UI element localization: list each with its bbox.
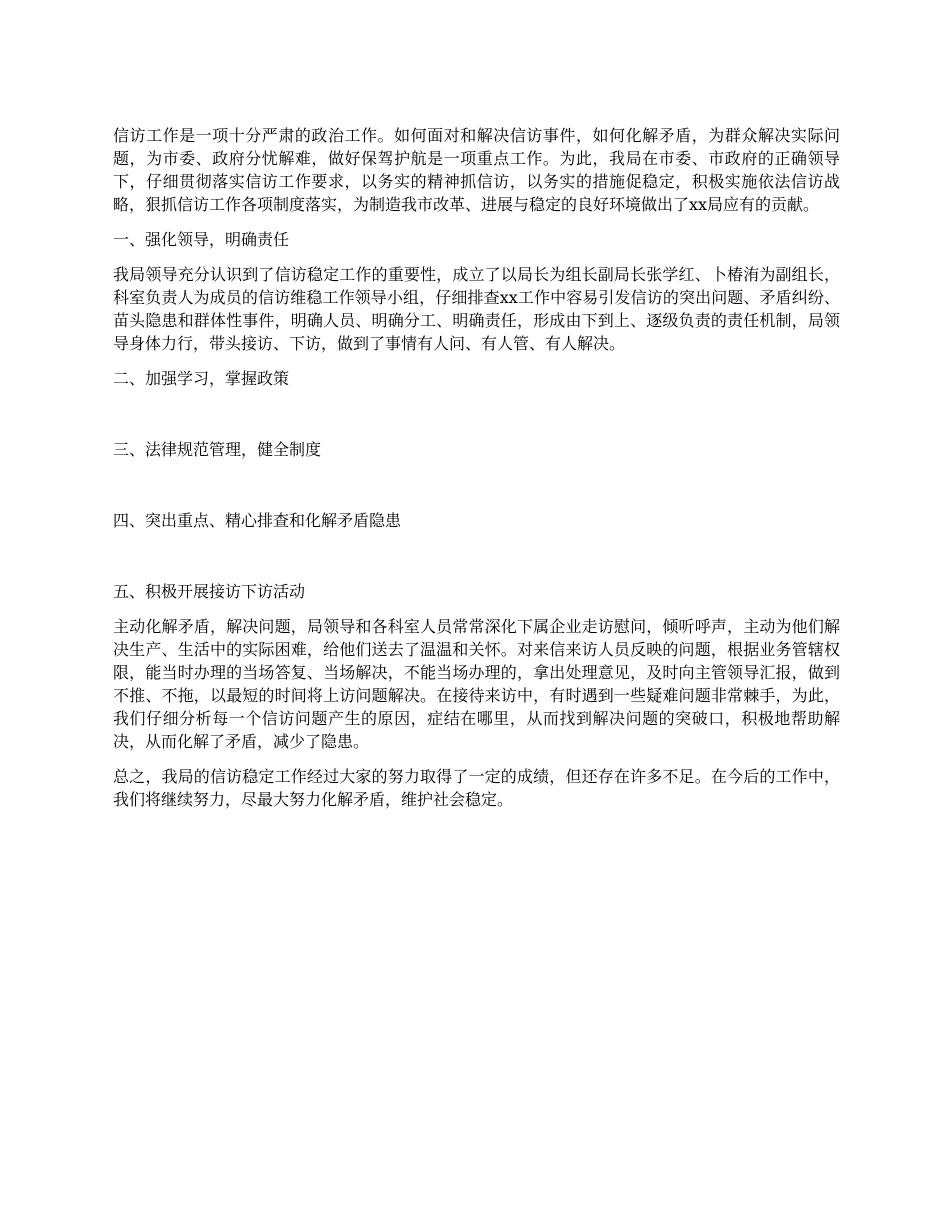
section-heading-2: 二、加强学习，掌握政策 (113, 369, 290, 388)
section-heading-5: 五、积极开展接访下访活动 (113, 582, 306, 601)
section-heading-1: 一、强化领导，明确责任 (113, 230, 290, 249)
document-page (113, 124, 840, 811)
section-heading-4: 四、突出重点、精心排查和化解矛盾隐患 (113, 511, 402, 530)
section-5-paragraph: 主动化解矛盾，解决问题，局领导和各科室人员常常深化下属企业走访慰问，倾听呼声，主动为他们解决生产、生活中的实际困难，给他们送去了温温和关怀。对来信来访人员反映的问题，根据业务管辖权限，能当时办理的当场答复、当场解决，不能当场办理的，拿出处理意见，及时向主管领导汇报，做到不推、不拖，以最短的时间将上访问题解决。在接待来访中，有时遇到一些疑难问题非常棘手，为此，我们仔细分析每一个信访问题产生的原因，症结在哪里，从而找到解决问题的突破口，积极地帮助解决，从而化解了矛盾，减少了隐患。 (113, 617, 840, 751)
conclusion-paragraph: 总之，我局的信访稳定工作经过大家的努力取得了一定的成绩，但还存在许多不足。在今后的工作中，我们将继续努力，尽最大努力化解矛盾，维护社会稳定。 (113, 767, 840, 809)
section-heading-3: 三、法律规范管理，健全制度 (113, 440, 322, 459)
intro-paragraph: 信访工作是一项十分严肃的政治工作。如何面对和解决信访事件，如何化解矛盾，为群众解决实际问题，为市委、政府分忧解难，做好保驾护航是一项重点工作。为此，我局在市委、市政府的正确领导下，仔细贯彻落实信访工作要求，以务实的精神抓信访，以务实的措施促稳定，积极实施依法信访战略，狠抓信访工作各项制度落实，为制造我市改革、进展与稳定的良好环境做出了xx局应有的贡献。 (113, 126, 840, 214)
section-1-paragraph: 我局领导充分认识到了信访稳定工作的重要性，成立了以局长为组长副局长张学红、卜椿洧为副组长，科室负责人为成员的信访维稳工作领导小组，仔细排查xx工作中容易引发信访的突出问题、矛盾纠纷、苗头隐患和群体性事件，明确人员、明确分工、明确责任，形成由下到上、逐级负责的责任机制，局领导身体力行，带头接访、下访，做到了事情有人问、有人管、有人解决。 (113, 265, 840, 353)
